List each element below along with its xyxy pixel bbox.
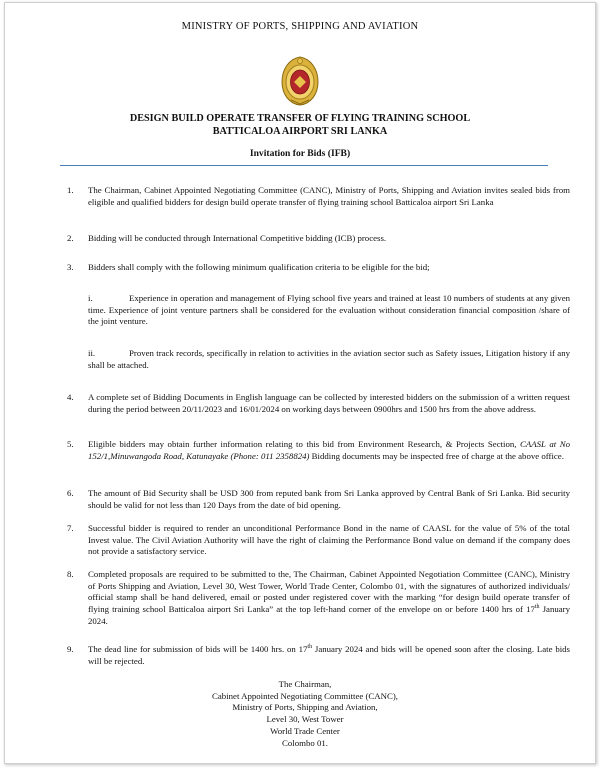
document-title (5, 113, 595, 138)
item-text: A complete set of Bidding Documents in English language can be collected by interested bidders on the submission of a written request during the period between 20/11/2023 and 16/01/2024 on working days between 0900hrs and 1500 hrs from the above address. (88, 392, 570, 414)
superscript: th (307, 644, 313, 651)
item-number: 4. (67, 392, 74, 402)
sub-item-number: i. (88, 293, 93, 303)
document-page (4, 2, 596, 764)
item-text: The Chairman, Cabinet Appointed Negotiating Committee (CANC), Ministry of Ports, Shipping and Aviation invites sealed bids from eligible and qualified bidders for design build operate transfer of flying training school Batticaloa airport Sri Lanka (88, 185, 570, 207)
item-text (88, 644, 570, 667)
item-number: 9. (67, 644, 74, 654)
signature-line: Ministry of Ports, Shipping and Aviation, (232, 702, 378, 713)
title-line-1: DESIGN BUILD OPERATE TRANSFER OF FLYING TRAINING SCHOOL (129, 113, 471, 124)
ministry-heading: MINISTRY OF PORTS, SHIPPING AND AVIATION (181, 21, 419, 32)
item-text-part: The dead line for submission of bids will be 1400 hrs. on 17 (88, 644, 308, 654)
item-text (88, 569, 570, 628)
item-text: Bidding will be conducted through International Competitive bidding (ICB) process. (88, 233, 387, 243)
superscript: th (534, 604, 540, 611)
signature-line: The Chairman, (278, 679, 332, 689)
item-number: 2. (67, 233, 74, 243)
item-text-part: Eligible bidders may obtain further information relating to this bid from Environment Research, & Projects Section, (88, 439, 521, 449)
item-text-part: January 2024 and bids will be opened soon after the closing. Late bids will be rejected. (88, 644, 570, 666)
item-text: The amount of Bid Security shall be USD 300 from reputed bank from Sri Lanka approved by Central Bank of Sri Lanka. Bid security should be valid for not less than 120 Days from the date of bid opening. (88, 488, 570, 510)
item-number: 6. (67, 488, 74, 498)
title-line-2: BATTICALOA AIRPORT SRI LANKA (212, 125, 388, 137)
item-number: 5. (67, 439, 74, 449)
signature-line: Colombo 01. (282, 737, 328, 748)
sub-item-number: ii. (88, 348, 96, 358)
sri-lanka-emblem-icon (277, 55, 323, 107)
item-text-part: Bidding documents may be inspected free of charge at the above office. (309, 450, 564, 461)
item-number: 8. (67, 569, 74, 579)
signature-block (175, 679, 435, 749)
signature-line: Level 30, West Tower (266, 714, 344, 725)
item-text (88, 439, 570, 462)
item-number: 3. (67, 262, 74, 272)
heading-rule (60, 165, 548, 166)
signature-line: World Trade Center (270, 725, 340, 736)
signature-line: Cabinet Appointed Negotiating Committee (CANC), (212, 690, 398, 701)
ifb-heading: Invitation for Bids (IFB) (249, 148, 351, 159)
item-text-part: Completed proposals are required to be submitted to the, The Chairman, Cabinet Appointed Negotiation Committee (CANC), Ministry of Ports Shipping and Aviation, Level 30, West Tower, World Trade Center, Colombo 01, with the signatures of authorized individuals/ official stamp shall be hand delivered, email or posted under registered cover with the marking “for design build operate transfer of flying training school Batticaloa airport Sri Lanka” at the top left-hand corner of the envelope on or before 1400 hrs of 17 (88, 569, 570, 615)
sub-item-text: Proven track records, specifically in relation to activities in the aviation sector such as Safety issues, Litigation history if any shall be attached. (88, 348, 570, 370)
item-text: Successful bidder is required to render an unconditional Performance Bond in the name of CAASL for the value of 5% of the total Invest value. The Civil Aviation Authority will have the right of claiming the Performance Bond value on demand if the company does not provide a satisfactory service. (88, 523, 570, 557)
item-text: Bidders shall comply with the following minimum qualification criteria to be eligible for the bid; (88, 262, 430, 272)
item-text-part: January 2024. (88, 604, 570, 626)
item-number: 7. (67, 523, 74, 533)
sub-item-text: Experience in operation and management of Flying school five years and trained at least 10 numbers of students at any given time. Experience of joint venture partners shall be considered for the evaluation without consideration financial composition /share of the joint venture. (88, 293, 570, 327)
item-number: 1. (67, 185, 74, 195)
office-address: CAASL at No 152/1,Minuwangoda Road, Katunayake (Phone: 011 2358824) (88, 439, 570, 461)
